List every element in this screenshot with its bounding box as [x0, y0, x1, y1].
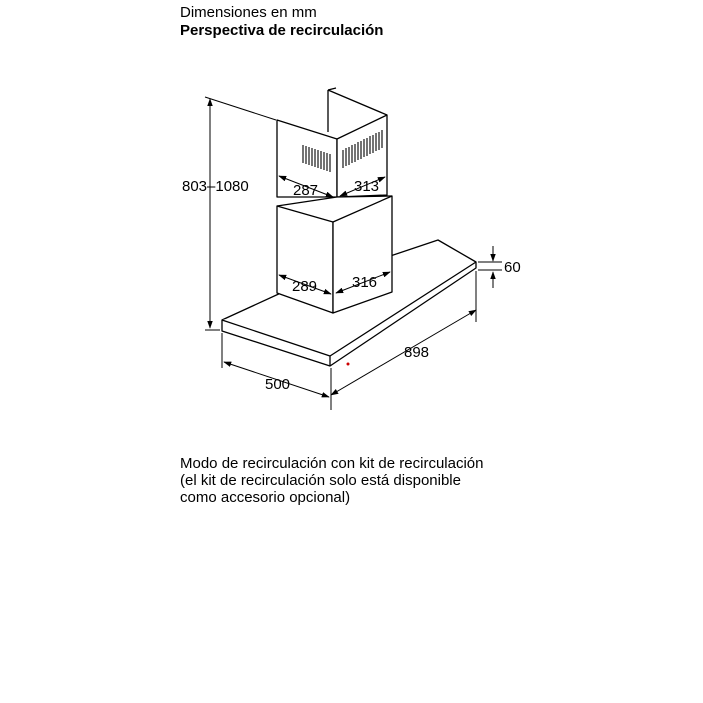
dimensions-unit-label: Dimensiones en mm: [180, 4, 317, 21]
lower-chimney-width-label: 289: [292, 278, 318, 295]
lower-chimney-depth-label: 316: [352, 274, 378, 291]
height-extension-top: [205, 97, 276, 120]
dimension-labels: [182, 178, 521, 393]
total-height-label: 803–1080: [182, 178, 249, 195]
diagram-title: Perspectiva de recirculación: [180, 22, 384, 39]
recirculation-note: [180, 455, 483, 506]
note-line-2: (el kit de recirculación solo está disponible: [180, 472, 461, 489]
upper-chimney-width-label: 287: [293, 182, 319, 199]
canopy-width-label: 898: [404, 344, 430, 361]
note-line-3: como accesorio opcional): [180, 489, 351, 506]
note-line-1: Modo de recirculación con kit de recirculación: [180, 455, 484, 472]
indicator-light: [347, 363, 350, 366]
canopy-depth-label: 500: [265, 376, 291, 393]
upper-chimney-depth-label: 313: [354, 178, 380, 195]
canopy-thickness-label: 60: [504, 259, 521, 276]
lower-chimney: [277, 196, 392, 313]
